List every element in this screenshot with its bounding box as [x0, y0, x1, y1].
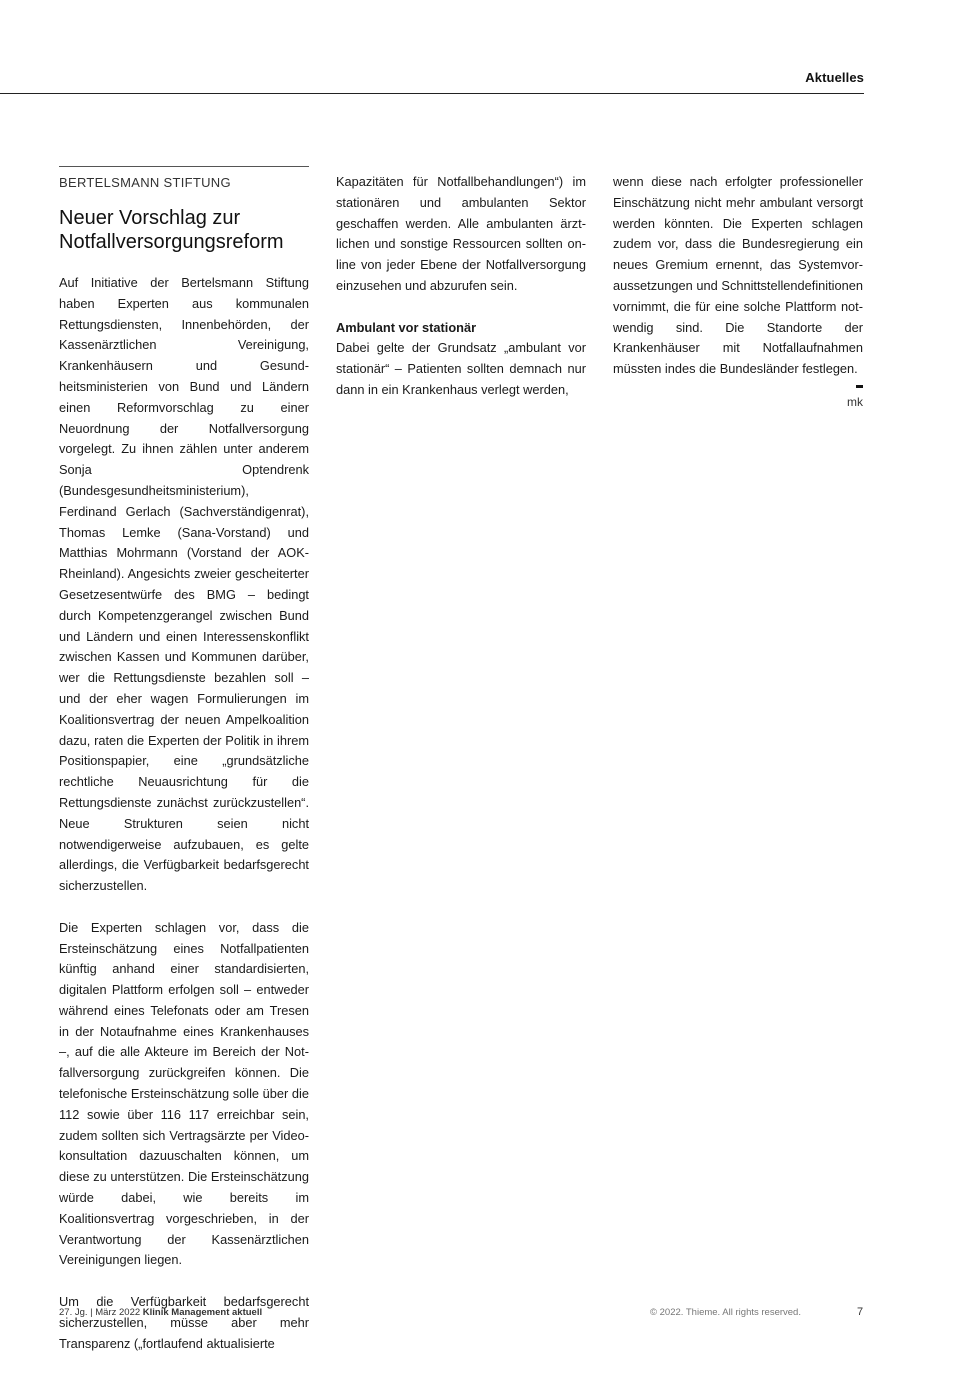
page-number: 7	[857, 1306, 864, 1318]
section-label: Aktuelles	[805, 70, 864, 85]
body-paragraph: Kapazitäten für Notfallbehandlungen“) im stationären und ambulanten Sektor geschaffen werden. Alle ambulanten ärztlichen und sonstige Ressourcen sollten online von jeder Ebene der Notfallversorgung einzusehen und abzurufen sein.	[336, 174, 586, 293]
body-paragraph: wenn diese nach erfolgter professioneller Einschätzung nicht mehr ambulant versorgt werden könnten. Die Experten schlagen zudem vor, dass die Bundesregierung ein neues Gremium ernennt, das Systemvoraussetzungen und Schnittstellendefinitionen vornimmt, die für eine solche Plattform notwendig sind. Die Standorte der Krankenhäuser mit Notfallaufnahmen müssten indes die Bundesländer festlegen.	[613, 174, 863, 377]
article-end-mark	[613, 378, 863, 410]
article-headline: Neuer Vorschlag zur Notfallversorgungsreform	[59, 207, 284, 253]
body-paragraph: Auf Initiative der Bertelsmann Stiftung haben Experten aus kommunalen Rettungsdiensten, Innenbehörden, der Kassenärztlichen Vereinigung, Krankenhäusern und Gesundheitsministerien von Bund und Ländern einen Reformvorschlag zu einer Neuordnung der Notfallversorgung vorgelegt. Zu ihnen zählen unter anderem Sonja Optendrenk (Bundesgesundheitsministerium), Ferdinand Gerlach (Sachverständigenrat), Thomas Lemke (Sana-Vorstand) und Matthias Mohrmann (Vorstand der AOK-Rheinland). Angesichts zweier gescheiterter Gesetzesentwürfe des BMG – bedingt durch Kompetenzgerangel zwischen Bund und Ländern und einen Interessenskonflikt zwischen Kassen und Kommunen darüber, wer die Rettungsdienste bezahlen soll – und der eher wagen Formulierungen im Koalitionsvertrag der neuen Ampelkoalition dazu, raten die Experten der Politik in ihrem Positionspapier, eine „grundsätzliche rechtliche Neuausrichtung für die Rettungsdienste zunächst zurückzustellen“. Neue Strukturen seien nicht notwendigerweise aufzubauen, es gelte allerdings, die Verfügbarkeit bedarfsgerecht sicherzustellen.	[59, 275, 309, 894]
body-paragraph: Dabei gelte der Grundsatz „ambulant vor stationär“ – Patienten sollten demnach nur dann in ein Krankenhaus verlegt werden,	[336, 340, 586, 397]
author-initials: mk	[847, 394, 863, 409]
end-square-icon	[856, 385, 863, 388]
footer-copyright: © 2022. Thieme. All rights reserved.	[650, 1307, 801, 1318]
body-paragraph: Die Experten schlagen vor, dass die Ersteinschätzung eines Notfallpatienten künftig anhand einer standardisierten, digitalen Plattform erfolgen soll – entweder während eines Telefonats oder am Tresen in der Notaufnahme eines Krankenhauses –, auf die alle Akteure im Bereich der Notfallversorgung zurückgreifen können. Die telefonische Ersteinschätzung solle über die 112 sowie über 116 117 erreichbar sein, zudem sollten sich Vertragsärzte per Videokonsultation dazuuschalten können, um diese zu unterstützen. Die Ersteinschätzung würde dabei, wie bereits im Koalitionsvertrag vorgeschrieben, in der Verantwortung der Kassenärztlichen Vereinigungen liegen.	[59, 919, 309, 1268]
footer-issue-info	[59, 1307, 262, 1318]
article-column-1	[59, 166, 309, 1375]
article-column-2	[336, 172, 586, 422]
body-paragraph: Um die Verfügbarkeit bedarfsgerecht sicherzustellen, müsse aber mehr Transparenz („fortlaufend aktualisierte	[59, 1294, 309, 1351]
footer-journal: Klinik Management aktuell	[142, 1307, 263, 1318]
article-kicker: BERTELSMANN STIFTUNG	[59, 175, 231, 190]
footer-issue: 27. Jg. | März 2022	[59, 1307, 141, 1318]
kicker-rule	[59, 166, 309, 167]
header-rule	[0, 93, 864, 94]
article-column-3	[613, 172, 863, 410]
article-subhead: Ambulant vor stationär	[336, 319, 477, 335]
